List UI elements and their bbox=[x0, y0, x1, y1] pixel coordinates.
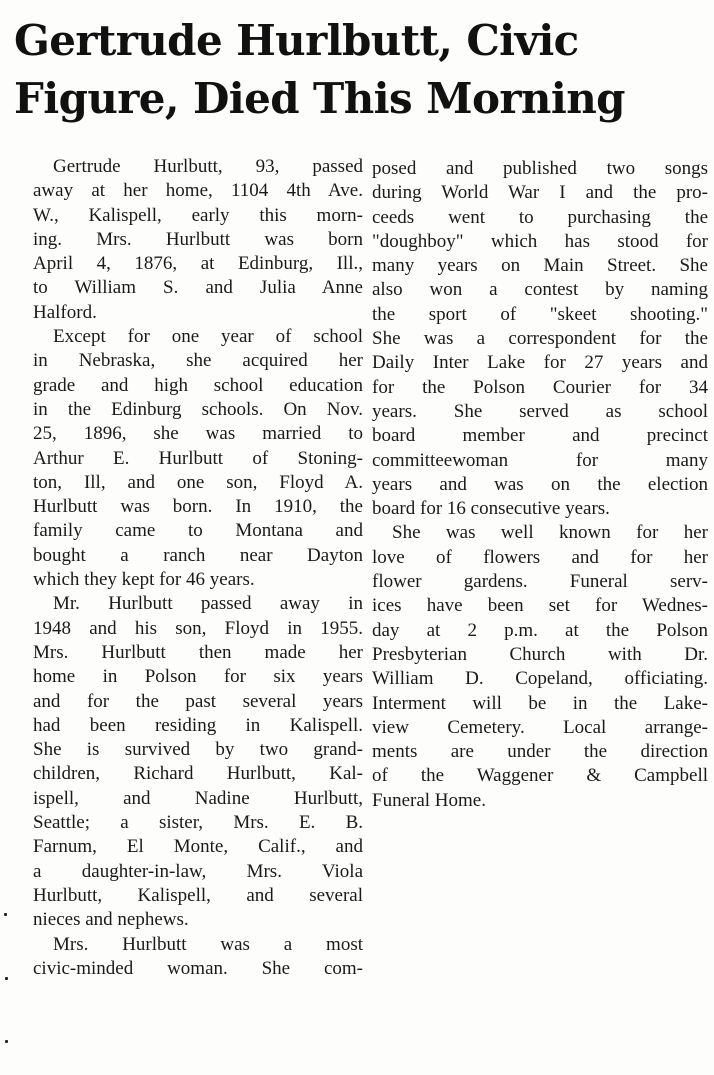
scan-speck bbox=[5, 1040, 8, 1043]
left-column-line: W., Kalispell, early this morn- bbox=[33, 204, 363, 226]
right-column-line: day at 2 p.m. at the Polson bbox=[372, 619, 708, 641]
left-column-line: a daughter-in-law, Mrs. Viola bbox=[33, 860, 363, 882]
right-column-line: Funeral Home. bbox=[372, 789, 486, 811]
right-column-line: of the Waggener & Campbell bbox=[372, 765, 708, 787]
right-column-line: ments are under the direction bbox=[372, 741, 708, 763]
left-column-line: April 4, 1876, at Edinburg, Ill., bbox=[33, 253, 363, 275]
right-column-line: love of flowers and for her bbox=[372, 546, 708, 568]
headline bbox=[14, 12, 704, 128]
scan-speck bbox=[4, 913, 7, 916]
left-column-line: civic-minded woman. She com- bbox=[33, 957, 363, 979]
right-column-line: She was well known for her bbox=[392, 522, 708, 544]
left-column-line: bought a ranch near Dayton bbox=[33, 544, 363, 566]
right-column-line: for the Polson Courier for 34 bbox=[372, 376, 708, 398]
left-column-line: had been residing in Kalispell. bbox=[33, 714, 363, 736]
left-column-line: to William S. and Julia Anne bbox=[33, 277, 363, 299]
left-column-line: in the Edinburg schools. On Nov. bbox=[33, 398, 363, 420]
left-column-line: and for the past several years bbox=[33, 690, 363, 712]
right-column-line: years. She served as school bbox=[372, 400, 708, 422]
right-column-line: "doughboy" which has stood for bbox=[372, 230, 708, 252]
headline-line-2: Figure, Died This Morning bbox=[14, 74, 625, 123]
left-column-line: Mrs. Hurlbutt then made her bbox=[33, 641, 363, 663]
left-column-line: Hurlbutt, Kalispell, and several bbox=[33, 884, 363, 906]
left-column-line: Gertrude Hurlbutt, 93, passed bbox=[53, 156, 363, 177]
left-column-line: home in Polson for six years bbox=[33, 666, 363, 688]
article-column-left bbox=[33, 155, 363, 981]
left-column-line: Halford. bbox=[33, 301, 97, 323]
right-column-line: She was a correspondent for the bbox=[372, 328, 708, 350]
left-column-line: Seattle; a sister, Mrs. E. B. bbox=[33, 812, 363, 834]
right-column-line: Presbyterian Church with Dr. bbox=[372, 643, 708, 665]
headline-line-1: Gertrude Hurlbutt, Civic bbox=[14, 16, 579, 65]
left-column-line: away at her home, 1104 4th Ave. bbox=[33, 180, 363, 202]
right-column-line: board for 16 consecutive years. bbox=[372, 498, 610, 520]
left-column-line: ing. Mrs. Hurlbutt was born bbox=[33, 228, 363, 250]
left-column-line: in Nebraska, she acquired her bbox=[33, 350, 363, 372]
left-column-line: 25, 1896, she was married to bbox=[33, 423, 363, 445]
scan-speck bbox=[5, 977, 8, 980]
right-column-line: Daily Inter Lake for 27 years and bbox=[372, 352, 708, 374]
right-column-line: years and was on the election bbox=[372, 473, 708, 495]
left-column-line: Mrs. Hurlbutt was a most bbox=[53, 933, 363, 955]
right-column-line: ices have been set for Wednes- bbox=[372, 595, 708, 617]
article-column-right bbox=[372, 157, 708, 813]
left-column-line: Except for one year of school bbox=[53, 326, 363, 348]
right-column-line: ceeds went to purchasing the bbox=[372, 206, 708, 228]
right-column-line: flower gardens. Funeral serv- bbox=[372, 571, 708, 593]
right-column-line: committeewoman for many bbox=[372, 449, 708, 471]
right-column-line: the sport of "skeet shooting." bbox=[372, 303, 708, 325]
left-column-line: grade and high school education bbox=[33, 374, 363, 396]
right-column-line: view Cemetery. Local arrange- bbox=[372, 716, 708, 738]
right-column-line: Interment will be in the Lake- bbox=[372, 692, 708, 714]
right-column-line: many years on Main Street. She bbox=[372, 255, 708, 277]
left-column-line: She is survived by two grand- bbox=[33, 739, 363, 761]
left-column-line: which they kept for 46 years. bbox=[33, 569, 255, 591]
left-column-line: Hurlbutt was born. In 1910, the bbox=[33, 496, 363, 518]
right-column-line: William D. Copeland, officiating. bbox=[372, 668, 708, 690]
right-column-line: board member and precinct bbox=[372, 425, 708, 447]
left-column-line: family came to Montana and bbox=[33, 520, 363, 542]
left-column-line: ispell, and Nadine Hurlbutt, bbox=[33, 787, 363, 809]
right-column-line: posed and published two songs bbox=[372, 158, 708, 179]
left-column-line: children, Richard Hurlbutt, Kal- bbox=[33, 763, 363, 785]
left-column-line: Arthur E. Hurlbutt of Stoning- bbox=[33, 447, 363, 469]
left-column-line: Mr. Hurlbutt passed away in bbox=[53, 593, 363, 615]
left-column-line: nieces and nephews. bbox=[33, 909, 189, 931]
left-column-line: 1948 and his son, Floyd in 1955. bbox=[33, 617, 363, 639]
right-column-line: during World War I and the pro- bbox=[372, 182, 708, 204]
right-column-line: also won a contest by naming bbox=[372, 279, 708, 301]
left-column-line: Farnum, El Monte, Calif., and bbox=[33, 836, 363, 858]
left-column-line: ton, Ill, and one son, Floyd A. bbox=[33, 471, 363, 493]
